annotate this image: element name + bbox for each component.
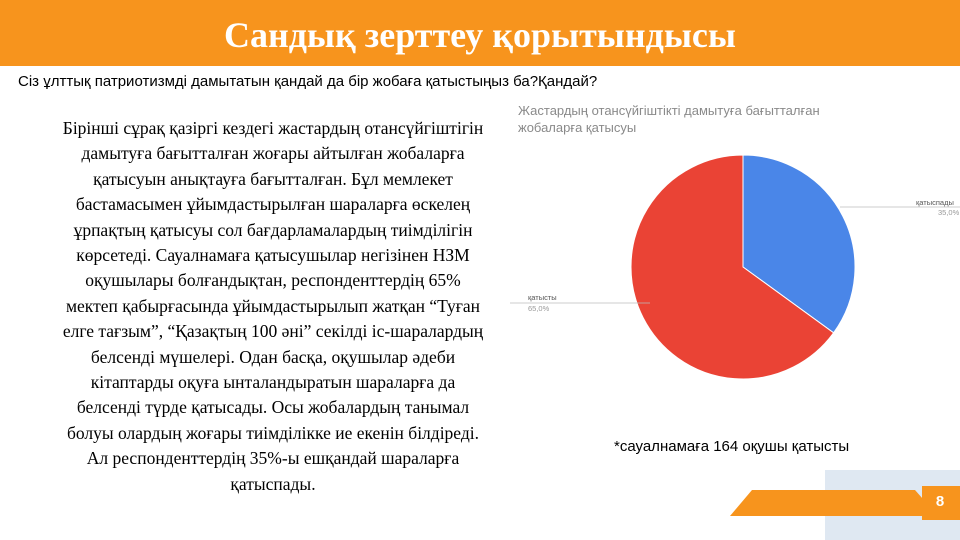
- slice-pct-label: 35,0%: [938, 208, 960, 217]
- slice-label: қатыспады: [916, 198, 954, 207]
- body-line: көрсетеді. Сауалнамаға қатысушылар негізінен НЗМ: [76, 245, 470, 266]
- body-line: белсенді түрде қатысады. Осы жобалардың танымал: [76, 397, 470, 418]
- body-line: Бірінші сұрақ қазіргі кездегі жастардың отансүйгіштігін: [62, 118, 484, 138]
- footnote: *сауалнамаға 164 оқушы қатысты: [614, 438, 850, 455]
- body-line: оқушылары болғандықтан, респонденттердің 65%: [85, 270, 461, 291]
- body-line: Ал респонденттердің 35%-ы ешқандай шараларға: [86, 448, 460, 469]
- body-text: [8, 116, 538, 497]
- body-line: елге тағзым”, “Қазақтың 100 әні” секілді іс-шаралардың: [62, 321, 484, 342]
- body-line: кітаптарды оқуға ынталандыратын шараларға да: [90, 372, 456, 393]
- page-number: 8: [935, 493, 945, 510]
- body-line: қатыспады.: [230, 473, 316, 494]
- body-line: ұрпақтың қатысуы сол бағдарламалардың тиімділігін: [73, 219, 473, 240]
- body-line: белсенді мүшелері. Одан басқа, оқушылар әдеби: [90, 346, 456, 367]
- decorative-corner: [700, 470, 960, 540]
- body-line: қатысуын анықтауға бағытталған. Бұл мемлекет: [93, 168, 453, 189]
- body-line: болуы олардың жоғары тиімділікке ие екенін білдіреді.: [66, 422, 479, 443]
- body-line: мектеп қабырғасында ұйымдастырылып жатқан “Туған: [65, 295, 481, 316]
- pie-chart: [510, 98, 960, 398]
- survey-question: Сіз ұлттық патриотизмді дамытатын қандай да бір жобаға қатыстыңыз ба?Қандай?: [18, 73, 598, 90]
- body-line: бастамасымен ұйымдастырылған шараларға өскелең: [75, 194, 471, 215]
- chart-title-line: Жастардың отансүйгіштікті дамытуға бағытталған: [518, 103, 820, 118]
- slice-pct-label: 65,0%: [528, 304, 550, 313]
- slide-title: Сандық зерттеу қорытындысы: [223, 15, 737, 55]
- chart-title-line: жобаларға қатысуы: [518, 120, 637, 135]
- body-line: дамытуға бағытталған жоғары айтылған жобаларға: [81, 143, 465, 164]
- slice-label: қатысты: [528, 293, 557, 302]
